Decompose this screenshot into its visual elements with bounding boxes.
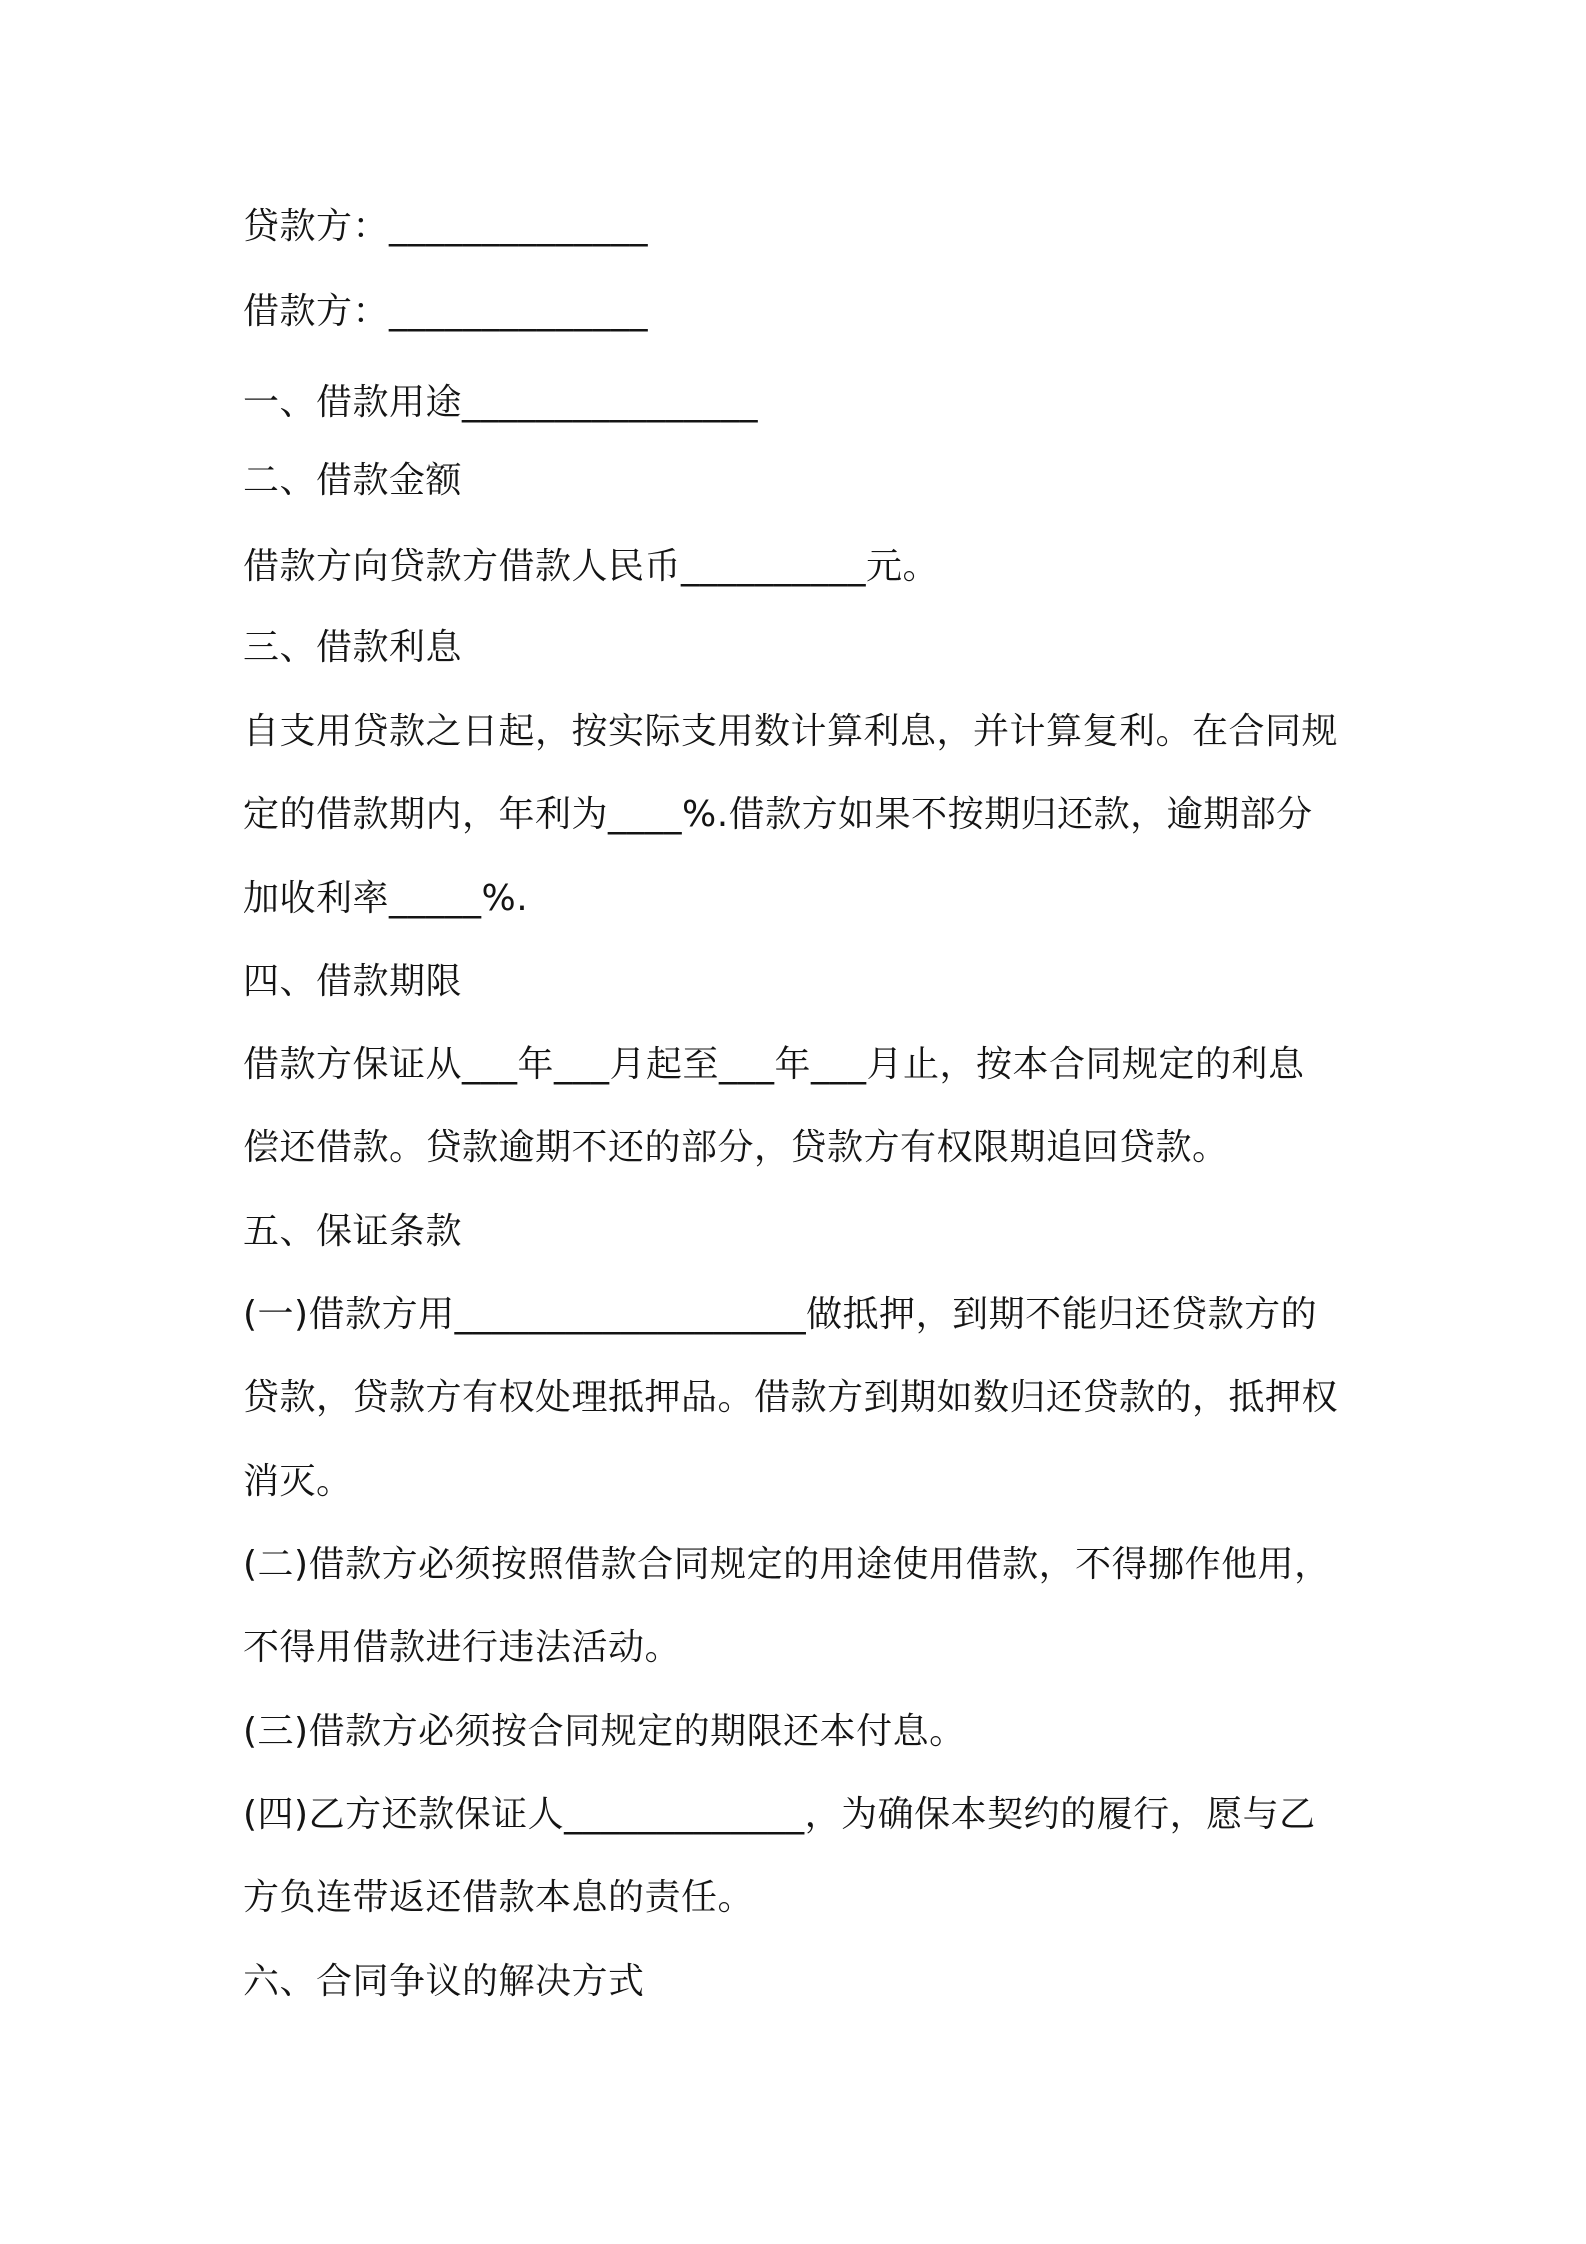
interest-paragraph-line: 自支用贷款之日起，按实际支用数计算利息，并计算复利。在合同规: [243, 711, 1339, 752]
section-heading-guarantee: 五、保证条款: [243, 1211, 463, 1252]
interest-paragraph-line: 定的借款期内，年利为____%.借款方如果不按期归还款，逾期部分: [243, 794, 1313, 835]
amount-paragraph-line: 借款方向贷款方借款人民币__________元。: [243, 546, 940, 587]
section-heading-dispute: 六、合同争议的解决方式: [243, 1961, 645, 2002]
guarantee-clause-line: 方负连带返还借款本息的责任。: [243, 1877, 755, 1918]
guarantee-clause-line: (四)乙方还款保证人_____________，为确保本契约的履行，愿与乙: [243, 1794, 1316, 1835]
guarantee-clause-line: (二)借款方必须按照借款合同规定的用途使用借款，不得挪作他用，: [243, 1544, 1331, 1585]
section-heading-amount: 二、借款金额: [243, 460, 463, 501]
borrower-line: 借款方：______________: [243, 291, 649, 332]
section-heading-purpose: 一、借款用途________________: [243, 382, 759, 423]
section-heading-interest: 三、借款利息: [243, 627, 463, 668]
term-paragraph-line: 偿还借款。贷款逾期不还的部分，贷款方有权限期追回贷款。: [243, 1127, 1229, 1168]
guarantee-clause-line: (一)借款方用___________________做抵押，到期不能归还贷款方的: [243, 1294, 1318, 1335]
section-heading-term: 四、借款期限: [243, 961, 463, 1002]
interest-paragraph-line: 加收利率_____%.: [243, 878, 529, 919]
guarantee-clause-line: 消灭。: [243, 1461, 353, 1502]
guarantee-clause-line: 不得用借款进行违法活动。: [243, 1627, 682, 1668]
guarantee-clause-line: 贷款，贷款方有权处理抵押品。借款方到期如数归还贷款的，抵押权: [243, 1377, 1339, 1418]
lender-line: 贷款方：______________: [243, 206, 649, 247]
guarantee-clause-line: (三)借款方必须按合同规定的期限还本付息。: [243, 1711, 966, 1752]
term-paragraph-line: 借款方保证从___年___月起至___年___月止，按本合同规定的利息: [243, 1044, 1305, 1085]
